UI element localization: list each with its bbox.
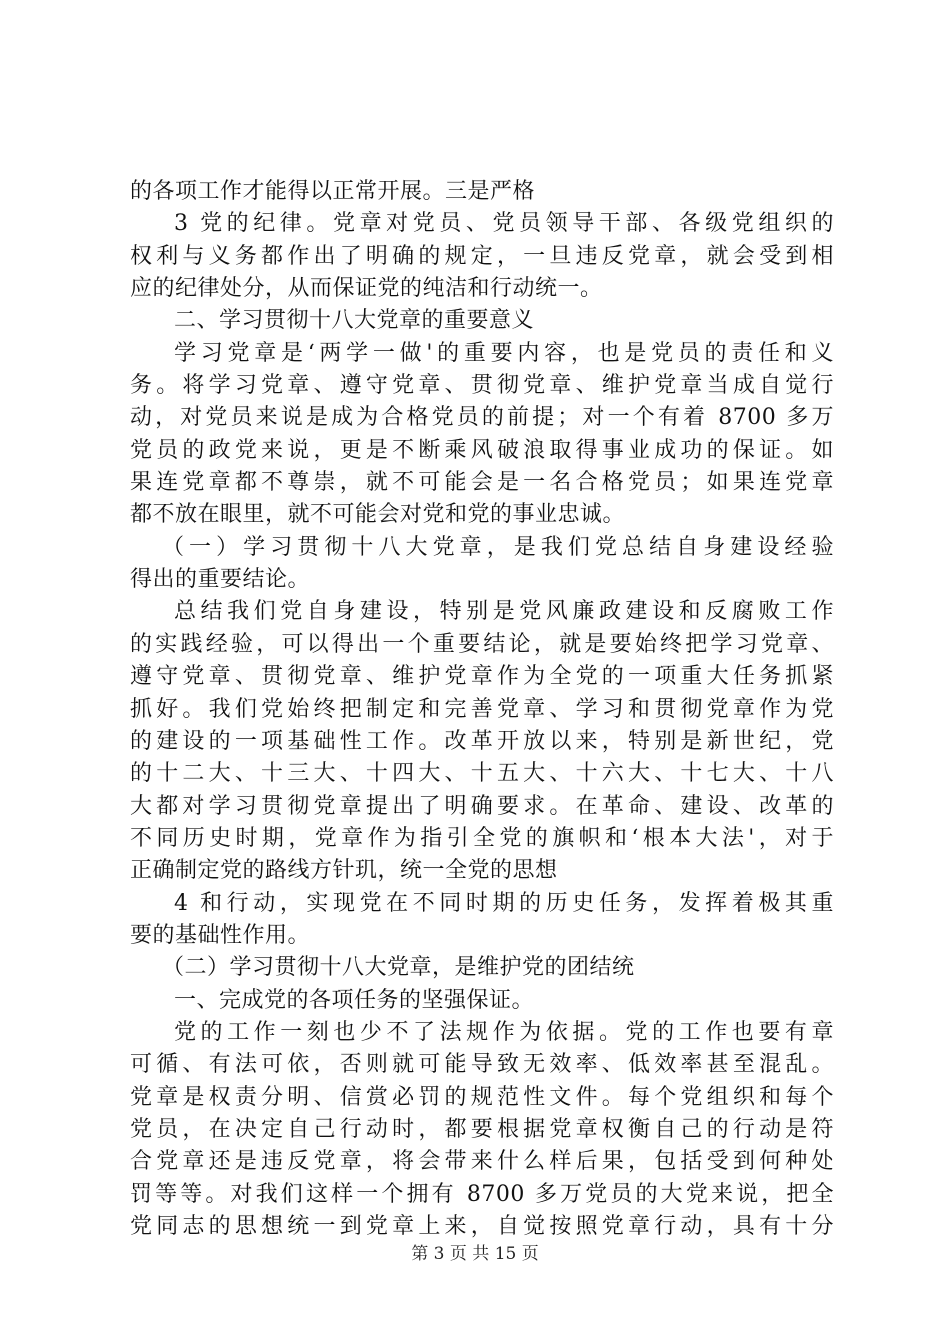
- text-line: 正确制定党的路线方针玑，统一全党的思想: [130, 858, 558, 884]
- text-line: 总结我们党自身建设，特别是党风廉政建设和反腐败工作: [174, 599, 834, 625]
- text-line: 学习党章是‘两学一做'的重要内容，也是党员的责任和义: [174, 340, 834, 366]
- text-line: 要的基础性作用。: [130, 922, 311, 948]
- text-line: 合党章还是违反党章，将会带来什么样后果，包括受到何种处: [130, 1149, 834, 1175]
- text-line: 的十二大、十三大、十四大、十五大、十六大、十七大、十八: [130, 761, 834, 787]
- text-line: 得出的重要结论。: [130, 567, 311, 593]
- text-line: 可循、有法可依，否则就可能导致无效率、低效率甚至混乱。: [130, 1052, 834, 1078]
- text-line: 都不放在眼里，就不可能会对党和党的事业忠诚。: [130, 502, 626, 528]
- text-line: 党员，在决定自己行动时，都要根据党章权衡自己的行动是符: [130, 1116, 834, 1142]
- text-line: 党员的政党来说，更是不断乘风破浪取得事业成功的保证。如: [130, 437, 834, 463]
- text-line: 党章是权责分明、信赏必罚的规范性文件。每个党组织和每个: [130, 1084, 834, 1110]
- text-line: 应的纪律处分，从而保证党的纯洁和行动统一。: [130, 276, 603, 302]
- text-line: （一）学习贯彻十八大党章，是我们党总结自身建设经验: [162, 534, 834, 560]
- text-line: 遵守党章、贯彻党章、维护党章作为全党的一项重大任务抓紧: [130, 664, 834, 690]
- text-line: 一、完成党的各项任务的坚强保证。: [174, 987, 535, 1013]
- text-line: 权利与义务都作出了明确的规定，一旦违反党章，就会受到相: [130, 243, 834, 269]
- text-line: 党同志的思想统一到党章上来，自觉按照党章行动，具有十分: [130, 1214, 834, 1239]
- text-line: 3 党的纪律。党章对党员、党员领导干部、各级党组织的: [174, 211, 834, 237]
- text-line: 党的工作一刻也少不了法规作为依据。党的工作也要有章: [174, 1019, 834, 1045]
- page-footer: 第 3 页 共 15 页: [411, 1244, 539, 1264]
- text-line: 的实践经验，可以得出一个重要结论，就是要始终把学习党章、: [130, 631, 834, 657]
- text-line: 务。将学习党章、遵守党章、贯彻党章、维护党章当成自觉行: [130, 373, 834, 399]
- text-line: 大都对学习贯彻党章提出了明确要求。在革命、建设、改革的: [130, 793, 834, 819]
- text-line: 二、学习贯彻十八大党章的重要意义: [174, 308, 535, 334]
- text-line: （二）学习贯彻十八大党章，是维护党的团结统: [162, 955, 635, 981]
- text-line: 动，对党员来说是成为合格党员的前提；对一个有着 8700 多万: [130, 405, 834, 431]
- text-line: 果连党章都不尊崇，就不可能会是一名合格党员；如果连党章: [130, 470, 834, 496]
- text-line: 的各项工作才能得以正常开展。三是严格: [130, 179, 536, 204]
- document-body: [130, 176, 834, 1243]
- text-line: 罚等等。对我们这样一个拥有 8700 多万党员的大党来说，把全: [130, 1181, 834, 1207]
- text-line: 抓好。我们党始终把制定和完善党章、学习和贯彻党章作为党: [130, 696, 834, 722]
- text-line: 不同历史时期，党章作为指引全党的旗帜和‘根本大法'，对于: [130, 825, 834, 851]
- text-line: 4 和行动，实现党在不同时期的历史任务，发挥着极其重: [174, 890, 834, 916]
- text-line: 的建设的一项基础性工作。改革开放以来，特别是新世纪，党: [130, 728, 834, 754]
